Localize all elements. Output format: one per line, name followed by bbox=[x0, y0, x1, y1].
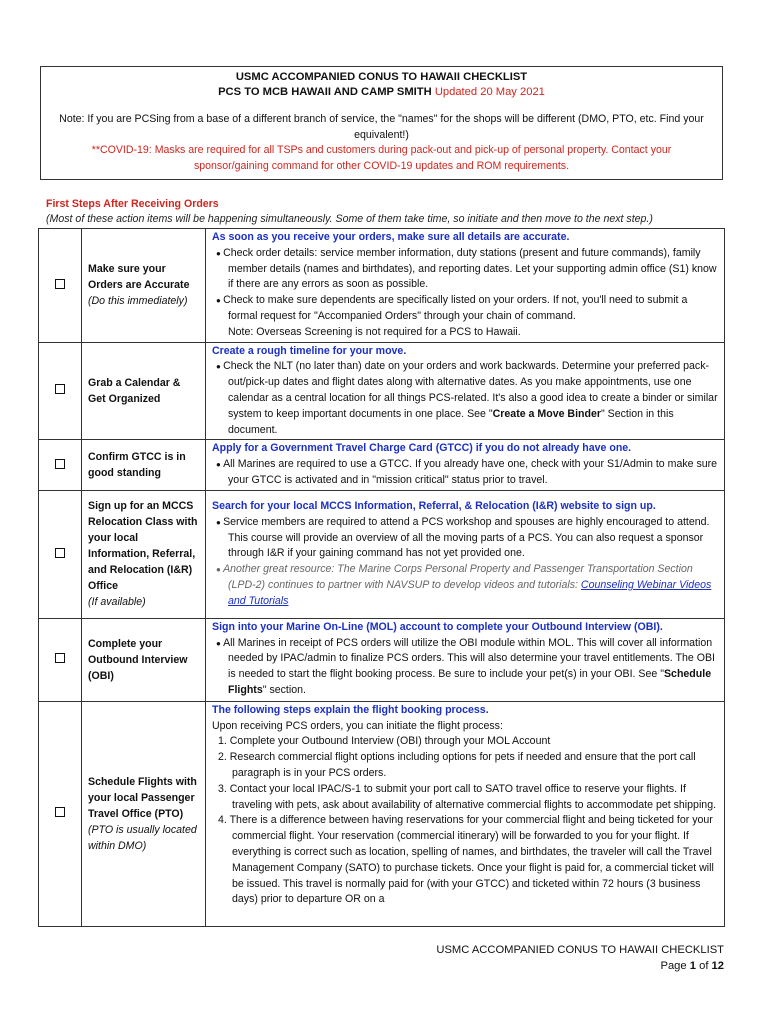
table-row bbox=[39, 490, 725, 618]
table-row bbox=[39, 701, 725, 926]
list-item: 1. Complete your Outbound Interview (OBI) through your MOL Account bbox=[218, 735, 551, 748]
task-cell bbox=[82, 618, 206, 701]
description-heading: Apply for a Government Travel Charge Card (GTCC) if you do not already have one. bbox=[212, 442, 632, 455]
task-cell bbox=[82, 229, 206, 343]
task-label: Confirm GTCC is in good standing bbox=[88, 451, 186, 480]
table-row bbox=[39, 618, 725, 701]
task-note: (If available) bbox=[88, 596, 146, 609]
task-label: Sign up for an MCCS Relocation Class with your local Information, Referral, and Relocation (I&R) Office bbox=[88, 500, 198, 593]
task-cell bbox=[82, 440, 206, 490]
task-cell bbox=[82, 701, 206, 926]
bullet-text: " section. bbox=[262, 683, 306, 696]
bullet-item: ● All Marines are required to use a GTCC. If you already have one, check with your S1/Admin to make sure your GTCC is activated and in "mission critical" status prior to travel. bbox=[212, 457, 718, 489]
document-subtitle bbox=[41, 85, 722, 100]
counseling-webinar-link[interactable]: Counseling Webinar Videos and Tutorials bbox=[228, 578, 712, 607]
description-heading: The following steps explain the flight booking process. bbox=[212, 703, 489, 716]
description-heading: As soon as you receive your orders, make sure all details are accurate. bbox=[212, 231, 570, 243]
page-footer bbox=[436, 942, 724, 974]
task-label: Grab a Calendar & Get Organized bbox=[88, 376, 181, 405]
bullet-item: ● Service members are required to attend a PCS workshop and spouses are highly encouraged to attend. This course will provide an overview of all the moving parts of a PCS. You can also request a sponsor through I&R if your gaining command has not yet provided one. bbox=[212, 515, 718, 562]
section-subtitle: (Most of these action items will be happening simultaneously. Some of them take time, so initiate and then move to the next step.) bbox=[46, 213, 653, 225]
description-intro: Upon receiving PCS orders, you can initiate the flight process: bbox=[212, 719, 503, 732]
of-label: of bbox=[699, 960, 709, 972]
checklist-table bbox=[38, 228, 725, 927]
page-total: 12 bbox=[711, 960, 724, 972]
bullet-text: Another great resource: The Marine Corps Personal Property and Passenger Transportation Section (LPD-2) continues to partner with NAVSUP to develop videos and tutorials: bbox=[223, 563, 693, 591]
description-heading: Create a rough timeline for your move. bbox=[212, 344, 407, 357]
list-item: 3. Contact your local IPAC/S-1 to submit your port call to SATO travel office to reserve your flights. If traveling with pets, ask about availability of alternative commercial flights to accommodate pet shipping. bbox=[218, 782, 717, 811]
bullet-bold-text: Create a Move Binder bbox=[492, 407, 601, 420]
checkbox-cell bbox=[39, 618, 82, 701]
bullet-item bbox=[212, 562, 718, 609]
table-row bbox=[39, 229, 725, 343]
page-number: 1 bbox=[689, 960, 696, 972]
branch-note: Note: If you are PCSing from a base of a different branch of service, the "names" for the shops will be different (DMO, PTO, etc. Find your equivalent!) bbox=[59, 113, 704, 141]
bullet-item bbox=[212, 636, 718, 699]
covid-note: **COVID-19: Masks are required for all TSPs and customers during pack-out and pick-up of personal property. Contact your sponsor/gaining command for other COVID-19 updates and ROM requirements. bbox=[91, 144, 672, 172]
list-item: 2. Research commercial flight options including options for pets if needed and ensure that the port call paragraph is in your PCS orders. bbox=[218, 751, 696, 779]
task-note: (PTO is usually located within DMO) bbox=[88, 823, 197, 852]
checkbox-cell bbox=[39, 440, 82, 490]
checkbox-cell bbox=[39, 490, 82, 618]
checkbox[interactable] bbox=[55, 653, 65, 663]
checkbox[interactable] bbox=[55, 548, 65, 558]
description-heading: Search for your local MCCS Information, Referral, & Relocation (I&R) website to sign up. bbox=[212, 499, 656, 512]
task-cell bbox=[82, 342, 206, 440]
checkbox[interactable] bbox=[55, 459, 65, 469]
description-cell bbox=[206, 342, 725, 440]
task-label: Complete your Outbound Interview (OBI) bbox=[88, 637, 188, 682]
bullet-item: ● Check to make sure dependents are specifically listed on your orders. If not, you'll need to submit a formal request for "Accompanied Orders" through your chain of command. bbox=[212, 293, 718, 325]
updated-date: Updated 20 May 2021 bbox=[434, 86, 545, 98]
task-note: (Do this immediately) bbox=[88, 295, 188, 308]
description-cell bbox=[206, 701, 725, 926]
footer-title: USMC ACCOMPANIED CONUS TO HAWAII CHECKLIST bbox=[436, 944, 724, 956]
checkbox[interactable] bbox=[55, 807, 65, 817]
table-row bbox=[39, 342, 725, 440]
bullet-item: ● Check order details: service member information, duty stations (present and future commands), family member details (names and birthdates), and reporting dates. Let your supporting admin office (S1) know if there are any errors as soon as possible. bbox=[212, 246, 718, 293]
description-cell bbox=[206, 490, 725, 618]
task-label: Make sure your Orders are Accurate bbox=[88, 263, 190, 292]
table-row bbox=[39, 440, 725, 490]
description-cell bbox=[206, 229, 725, 343]
section-title: First Steps After Receiving Orders bbox=[46, 198, 219, 210]
bullet-note: Note: Overseas Screening is not required for a PCS to Hawaii. bbox=[228, 325, 521, 338]
bullet-item bbox=[212, 359, 718, 438]
task-cell bbox=[82, 490, 206, 618]
subtitle-text: PCS TO MCB HAWAII AND CAMP SMITH bbox=[218, 86, 432, 98]
list-item: 4. There is a difference between having reservations for your commercial flight and being ticketed for your commercial flight. Your reservation (commercial itinerary) will be forwarded to you for your flight. If everything is correct such as location, spelling of names, and birthdates, the traveler will call the Travel Management Company (SATO) to purchase tickets. Once your flight is paid for, a commercial ticket will be issued. This travel is normally paid for (with your GTCC) and ticketed within 72 hours (3 business days) prior to departure OR on a bbox=[218, 814, 714, 906]
header-box bbox=[40, 66, 723, 180]
checkbox-cell bbox=[39, 701, 82, 926]
task-label: Schedule Flights with your local Passenger Travel Office (PTO) bbox=[88, 775, 197, 820]
bullet-text: All Marines in receipt of PCS orders will utilize the OBI module within MOL. This will cover all information needed by IPAC/admin to finalize PCS orders. This will also determine your travel entitlements. The OBI is needed to start the flight booking process. Be sure to include your pet(s) in your OBI. See " bbox=[223, 636, 715, 681]
bullet-bold-text: Schedule Flights bbox=[228, 668, 712, 696]
checkbox-cell bbox=[39, 229, 82, 343]
bullet-text: Check the NLT (no later than) date on your orders and work backwards. Determine your preferred pack-out/pick-up dates and flight dates along with alternative dates. As you make appointments, use one calendar as a central location for all things PCS-related. It's also a good idea to create a binder or similar system to keep important documents in one place. See " bbox=[223, 360, 718, 420]
description-cell bbox=[206, 440, 725, 490]
document-title: USMC ACCOMPANIED CONUS TO HAWAII CHECKLIST bbox=[235, 71, 528, 83]
bullet-text: " Section in this document. bbox=[228, 407, 674, 436]
page-indicator bbox=[436, 958, 724, 974]
description-cell bbox=[206, 618, 725, 701]
description-heading: Sign into your Marine On-Line (MOL) account to complete your Outbound Interview (OBI). bbox=[212, 620, 663, 633]
checkbox-cell bbox=[39, 342, 82, 440]
checkbox[interactable] bbox=[55, 279, 65, 289]
checkbox[interactable] bbox=[55, 384, 65, 394]
page-label: Page bbox=[660, 960, 687, 972]
